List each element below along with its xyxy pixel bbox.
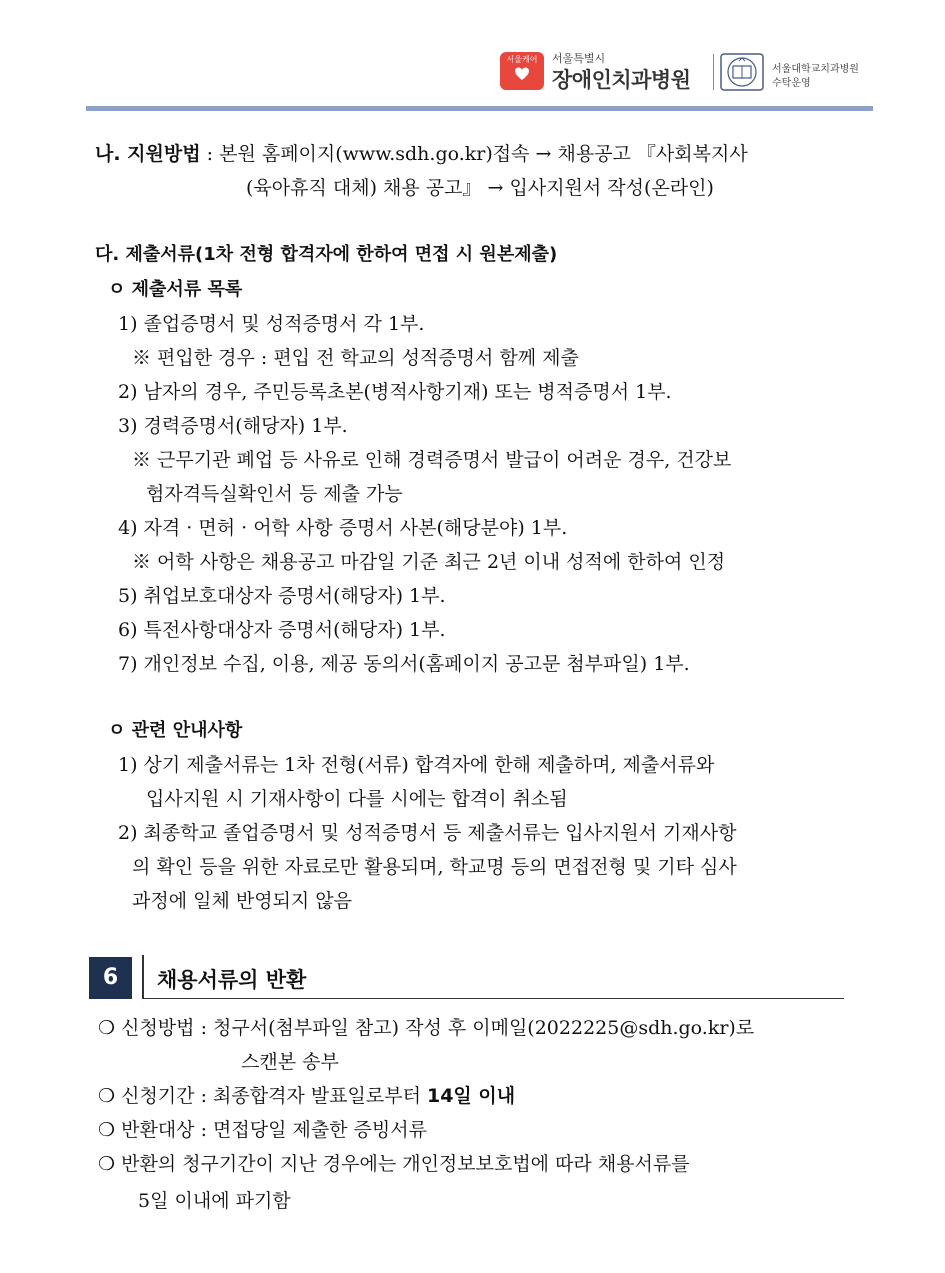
notice-line: 1) 상기 제출서류는 1차 전형(서류) 합격자에 한해 제출하며, 제출서류와 (118, 754, 715, 776)
documents-list-heading: ㅇ 제출서류 목록 (108, 279, 243, 300)
circle-bullet-icon: ❍ (98, 1085, 116, 1107)
return-period-bold: 14일 이내 (426, 1085, 516, 1107)
heart-icon (514, 66, 530, 82)
seoul-care-logo-text: 서울케어 (506, 55, 538, 64)
notice-line: 입사지원 시 기재사항이 다를 시에는 합격이 취소됨 (146, 788, 568, 810)
section-underline (144, 998, 844, 999)
return-item-label: 신청기간 (121, 1085, 195, 1107)
list-item: ※ 편입한 경우 : 편입 전 학교의 성적증명서 함께 제출 (132, 347, 579, 369)
list-item: 1) 졸업증명서 및 성적증명서 각 1부. (118, 313, 425, 335)
section-title: 채용서류의 반환 (157, 968, 307, 992)
seoul-care-logo (500, 52, 544, 90)
application-method-text: : 본원 홈페이지(www.sdh.go.kr)접속 → 채용공고 『사회복지사 (206, 143, 748, 165)
notice-heading: ㅇ 관련 안내사항 (108, 720, 243, 741)
return-item-text: 반환의 청구기간이 지난 경우에는 개인정보보호법에 따라 채용서류를 (121, 1153, 690, 1175)
page-header (0, 0, 945, 120)
header-rule (86, 106, 873, 111)
return-item-text: : 청구서(첨부파일 참고) 작성 후 이메일(2022225@sdh.go.kr)로 (200, 1017, 755, 1039)
application-method-line2: (육아휴직 대체) 채용 공고』 → 입사지원서 작성(온라인) (246, 177, 714, 199)
circle-bullet-icon: ❍ (98, 1119, 116, 1141)
return-item-period (98, 1084, 515, 1108)
section-title-bar (142, 955, 144, 999)
return-item-text: : 면접당일 제출한 증빙서류 (200, 1119, 427, 1141)
circle-bullet-icon: ❍ (98, 1153, 116, 1175)
list-item: 3) 경력증명서(해당자) 1부. (118, 415, 348, 437)
documents-heading: 다. 제출서류(1차 전형 합격자에 한하여 면접 시 원본제출) (95, 244, 558, 265)
return-item-disposal-cont: 5일 이내에 파기함 (138, 1190, 291, 1212)
list-item: 험자격득실확인서 등 제출 가능 (146, 483, 403, 505)
list-item: 5) 취업보호대상자 증명서(해당자) 1부. (118, 585, 446, 607)
return-item-method (98, 1016, 754, 1040)
return-item-disposal (98, 1152, 690, 1176)
list-item: 2) 남자의 경우, 주민등록초본(병적사항기재) 또는 병적증명서 1부. (118, 381, 672, 403)
notice-line: 의 확인 등을 위한 자료로만 활용되며, 학교명 등의 면접전형 및 기타 심사 (132, 856, 737, 878)
return-item-target (98, 1118, 427, 1142)
header-divider (713, 54, 714, 90)
list-item: 7) 개인정보 수집, 이용, 제공 동의서(홈페이지 공고문 첨부파일) 1부. (118, 653, 690, 675)
return-item-method-cont: 스캔본 송부 (241, 1051, 339, 1073)
list-item: 6) 특전사항대상자 증명서(해당자) 1부. (118, 619, 446, 641)
list-item: 4) 자격 · 면허 · 어학 사항 증명서 사본(해당분야) 1부. (118, 517, 568, 539)
notice-line: 과정에 일체 반영되지 않음 (132, 890, 353, 912)
return-item-label: 신청방법 (121, 1017, 195, 1039)
snu-hospital-name: 서울대학교치과병원 (772, 64, 859, 75)
list-item: ※ 어학 사항은 채용공고 마감일 기준 최근 2년 이내 성적에 한하여 인정 (132, 551, 726, 573)
circle-bullet-icon: ❍ (98, 1017, 116, 1039)
list-item: ※ 근무기관 폐업 등 사유로 인해 경력증명서 발급이 어려운 경우, 건강보 (132, 449, 732, 471)
snu-operation-note: 수탁운영 (772, 78, 811, 89)
hospital-subtitle: 서울특별시 (552, 52, 606, 65)
return-item-label: 반환대상 (121, 1119, 195, 1141)
application-method-line1 (95, 142, 748, 166)
snu-emblem-icon (720, 53, 764, 91)
notice-line: 2) 최종학교 졸업증명서 및 성적증명서 등 제출서류는 입사지원서 기재사항 (118, 822, 737, 844)
hospital-name: 장애인치과병원 (552, 68, 691, 92)
application-method-label: 나. 지원방법 (95, 143, 201, 165)
section-number-badge: 6 (89, 957, 132, 999)
return-item-text: : 최종합격자 발표일로부터 (200, 1085, 427, 1107)
